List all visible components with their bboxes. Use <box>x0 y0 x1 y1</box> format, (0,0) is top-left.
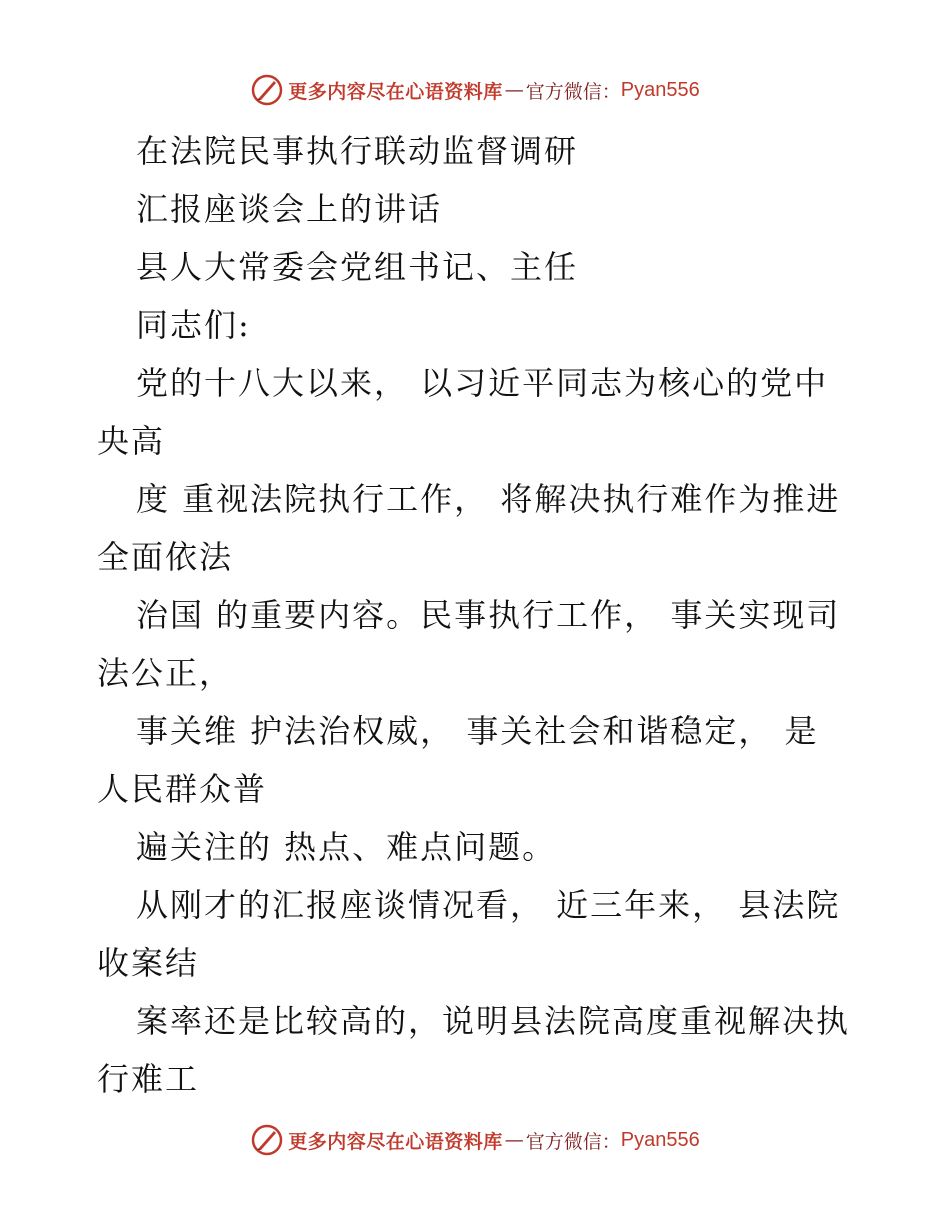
watermark-wechat-id: Pyan556 <box>620 1128 700 1151</box>
paragraph-line: 党的十八大以来， 以习近平同志为核心的党中 <box>136 364 829 402</box>
document-body <box>97 122 857 1108</box>
paragraph-line: 法公正， <box>97 654 234 692</box>
paragraph-line: 行难工 <box>97 1060 200 1098</box>
paragraph-line: 遍关注的 热点、难点问题。 <box>136 828 557 866</box>
quill-logo-icon <box>250 1123 284 1157</box>
paragraph-line: 事关维 护法治权威， 事关社会和谐稳定， 是 <box>136 712 819 750</box>
watermark-dash: — <box>504 1129 524 1151</box>
paragraph-line: 案率还是比较高的，说明县法院高度重视解决执 <box>136 1002 851 1040</box>
paragraph-line: 央高 <box>97 422 166 460</box>
footer-watermark <box>0 1120 950 1160</box>
paragraph-line: 从刚才的汇报座谈情况看， 近三年来， 县法院 <box>136 886 841 924</box>
document-title-line-1: 在法院民事执行联动监督调研 <box>136 132 579 170</box>
watermark-brand-text: 更多内容尽在心语资料库 <box>288 1130 503 1153</box>
header-watermark <box>0 70 950 110</box>
document-speaker: 县人大常委会党组书记、主任 <box>136 248 579 286</box>
quill-logo-icon <box>250 73 284 107</box>
watermark-sub-text: 官方微信： <box>525 1130 621 1153</box>
watermark-wechat-id: Pyan556 <box>620 78 700 101</box>
paragraph-line: 人民群众普 <box>97 770 268 808</box>
paragraph-line: 全面依法 <box>97 538 234 576</box>
paragraph-line: 治国 的重要内容。民事执行工作， 事关实现司 <box>136 596 841 634</box>
watermark-dash: — <box>504 79 524 101</box>
document-salutation: 同志们: <box>136 306 251 344</box>
watermark-brand-text: 更多内容尽在心语资料库 <box>288 80 503 103</box>
document-title-line-2: 汇报座谈会上的讲话 <box>136 190 443 228</box>
paragraph-line: 度 重视法院执行工作， 将解决执行难作为推进 <box>136 480 841 518</box>
watermark-sub-text: 官方微信： <box>525 80 621 103</box>
paragraph-line: 收案结 <box>97 944 200 982</box>
